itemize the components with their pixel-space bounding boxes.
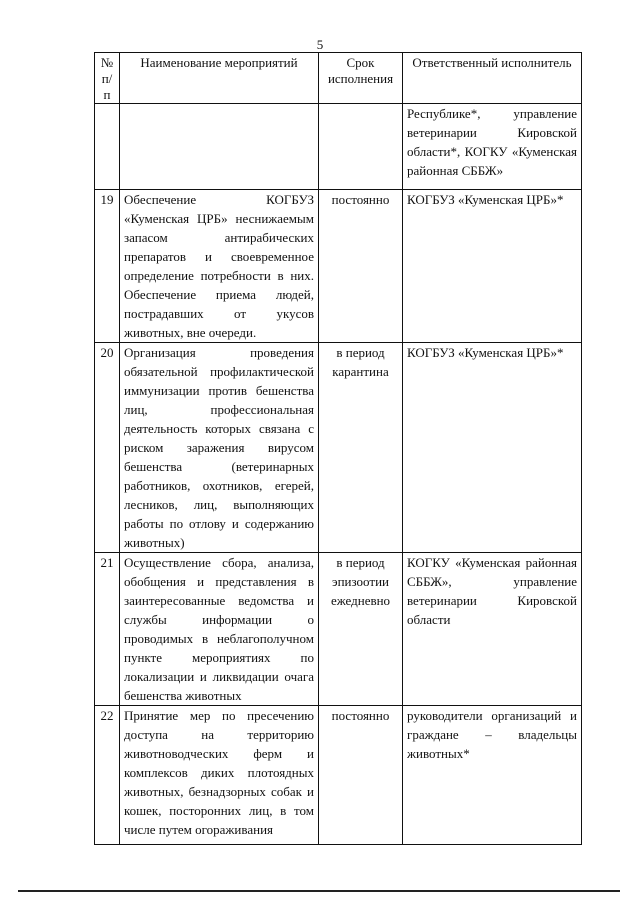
header-num: № п/п (95, 53, 120, 104)
row-term: постоянно (319, 706, 403, 845)
table-row (95, 190, 582, 343)
header-name: Наименование мероприятий (120, 53, 319, 104)
row-num: 21 (95, 553, 120, 706)
row-term (319, 104, 403, 190)
row-num: 22 (95, 706, 120, 845)
measures-table (94, 52, 582, 845)
page-bottom-edge-line (18, 890, 620, 892)
header-term: Срок исполнения (319, 53, 403, 104)
row-responsible: КОГКУ «Куменская районная СББЖ», управление ветеринарии Кировской области (403, 553, 582, 706)
table-row (95, 343, 582, 553)
row-term: в период карантина (319, 343, 403, 553)
row-name: Обеспечение КОГБУЗ «Куменская ЦРБ» неснижаемым запасом антирабических препаратов и своевременное определение потребности в них. Обеспечение приема людей, пострадавших от укусов животных, вне очереди. (120, 190, 319, 343)
row-num: 19 (95, 190, 120, 343)
row-term: постоянно (319, 190, 403, 343)
row-name: Организация проведения обязательной профилактической иммунизации против бешенства лиц, профессиональная деятельность которых связана с риском заражения вирусом бешенства (ветеринарных работников, охотников, егерей, лесников, лиц, выполняющих работы по отлову и содержанию животных) (120, 343, 319, 553)
row-responsible: КОГБУЗ «Куменская ЦРБ»* (403, 190, 582, 343)
row-name (120, 104, 319, 190)
header-responsible: Ответственный исполнитель (403, 53, 582, 104)
row-name: Осуществление сбора, анализа, обобщения и представления в заинтересованные ведомства и службы информации о проводимых в неблагополучном пункте мероприятиях по локализации и ликвидации очага бешенства животных (120, 553, 319, 706)
table-row (95, 553, 582, 706)
row-term: в период эпизоотии ежедневно (319, 553, 403, 706)
table-row (95, 104, 582, 190)
row-num: 20 (95, 343, 120, 553)
row-responsible: Республике*, управление ветеринарии Кировской области*, КОГКУ «Куменская районная СББЖ» (403, 104, 582, 190)
table-row (95, 706, 582, 845)
row-name: Принятие мер по пресечению доступа на территорию животноводческих ферм и комплексов диких плотоядных животных, безнадзорных собак и кошек, посторонних лиц, в том числе путем огораживания (120, 706, 319, 845)
row-num (95, 104, 120, 190)
row-responsible: КОГБУЗ «Куменская ЦРБ»* (403, 343, 582, 553)
row-responsible: руководители организаций и граждане – владельцы животных* (403, 706, 582, 845)
table-header-row (95, 53, 582, 104)
page-number: 5 (316, 37, 324, 52)
